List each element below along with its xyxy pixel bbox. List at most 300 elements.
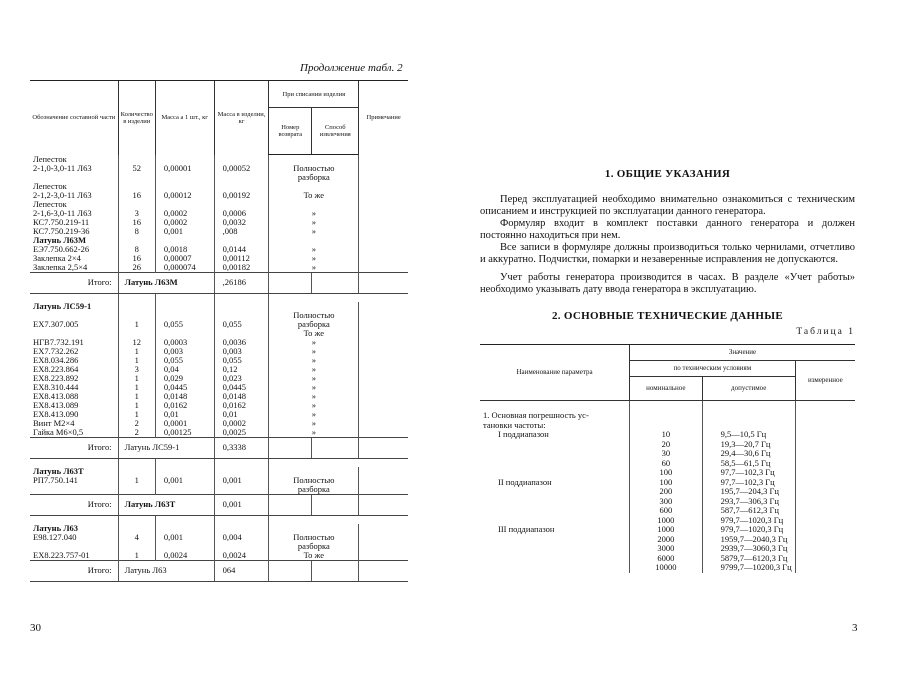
note [359, 383, 408, 392]
allowed-value: 58,5—61,5 Гц [702, 459, 795, 469]
part-name: Лепесток [33, 153, 67, 164]
note [359, 533, 408, 542]
nominal-value: 200 [630, 487, 703, 497]
part-name: Заклепка 2,5×4 [33, 261, 88, 272]
note [359, 476, 408, 485]
section2-title: 2. ОСНОВНЫЕ ТЕХНИЧЕСКИЕ ДАННЫЕ [552, 310, 783, 322]
part-mass-total [214, 173, 269, 182]
total-label: Итого: [30, 560, 118, 581]
part-mass-one: 0,003 [155, 347, 214, 356]
total-material: Латунь Л63М [118, 272, 214, 293]
part-qty: 3 [118, 209, 155, 218]
note [359, 245, 408, 254]
empty-cell [269, 272, 312, 293]
paragraph: Все записи в формуляре должны производиться только чернилами, отчетливо и аккуратно. Подчистки, помарки и незаверенные исправления не допускаются. [480, 242, 855, 265]
table-row [30, 356, 408, 365]
part-name: Заклепка 2×4 [33, 252, 81, 263]
part-name: Лепесток [33, 198, 67, 209]
col-value-header: Значение [630, 345, 855, 361]
table-row [30, 515, 408, 524]
part-name [30, 485, 118, 495]
table-row [30, 173, 408, 182]
table-row [30, 551, 408, 561]
part-mass-one: 0,00125 [155, 428, 214, 438]
part-name: ЕХ7.732.262 [33, 345, 79, 356]
table-row [30, 347, 408, 356]
part-qty: 52 [118, 164, 155, 173]
measured-value [795, 401, 855, 421]
table-row [30, 191, 408, 200]
part-qty: 1 [118, 410, 155, 419]
extraction-method: » [269, 338, 359, 347]
param-name [480, 563, 630, 573]
nominal-value [630, 401, 703, 421]
part-mass-total [214, 485, 269, 495]
measured-value [795, 535, 855, 545]
measured-value [795, 421, 855, 431]
measured-value [795, 468, 855, 478]
total-row [30, 560, 408, 581]
extraction-method: разборка [269, 542, 359, 551]
note [359, 347, 408, 356]
part-mass-one: 0,000074 [155, 263, 214, 273]
empty-cell [269, 458, 312, 467]
table-row [30, 401, 408, 410]
part-mass-one [155, 485, 214, 495]
part-name: ЕХ8.223.864 [33, 363, 79, 374]
part-mass-total: 0,00192 [214, 191, 269, 200]
nominal-value: 1000 [630, 525, 703, 535]
extraction-method: То же [269, 329, 359, 338]
part-mass-one: 0,0018 [155, 245, 214, 254]
extraction-method: » [269, 245, 359, 254]
part-mass-total: 0,0002 [214, 419, 269, 428]
allowed-value: 293,7—306,3 Гц [702, 497, 795, 507]
nominal-value: 60 [630, 459, 703, 469]
part-name: Латунь ЛС59-1 [33, 300, 92, 311]
extraction-method: » [269, 347, 359, 356]
table-row [30, 383, 408, 392]
table-row [30, 467, 408, 476]
table-caption: Таблица 1 [796, 327, 855, 337]
param-name [480, 487, 630, 497]
note [359, 419, 408, 428]
part-mass-total [214, 302, 269, 311]
table-row [30, 245, 408, 254]
part-mass-total: ,008 [214, 227, 269, 236]
col-allowed-header: допустимое [702, 377, 795, 401]
param-name [480, 497, 630, 507]
part-mass-one: 0,0002 [155, 209, 214, 218]
table-row [30, 419, 408, 428]
part-mass-one: 0,00012 [155, 191, 214, 200]
note [359, 428, 408, 438]
param-name [480, 535, 630, 545]
part-mass-total: 0,00052 [214, 164, 269, 173]
part-mass-one: 0,001 [155, 476, 214, 485]
part-mass-total: 0,0445 [214, 383, 269, 392]
part-qty: 26 [118, 263, 155, 273]
total-mass: 0,3338 [214, 437, 269, 458]
empty-cell [118, 293, 155, 302]
col-qty-header: Количество в изделии [118, 81, 155, 155]
table-row [480, 563, 855, 573]
part-name: НГВ7.732.191 [33, 336, 84, 347]
empty-cell [155, 293, 214, 302]
note [359, 236, 408, 245]
part-mass-one: 0,001 [155, 227, 214, 236]
empty-cell [269, 515, 312, 524]
empty-cell [312, 458, 359, 467]
allowed-value: 2939,7—3060,3 Гц [702, 544, 795, 554]
part-qty: 1 [118, 374, 155, 383]
part-qty: 1 [118, 383, 155, 392]
table-row [30, 428, 408, 438]
col-measured-header: измеренное [795, 361, 855, 401]
part-name: 2-1,0-3,0-11 Л63 [33, 162, 92, 173]
part-qty: 1 [118, 392, 155, 401]
empty-cell [312, 293, 359, 302]
note [359, 329, 408, 338]
nominal-value: 30 [630, 449, 703, 459]
empty-cell [359, 458, 408, 467]
empty-cell [359, 560, 408, 581]
note [359, 320, 408, 329]
empty-cell [155, 458, 214, 467]
table-row [30, 227, 408, 236]
part-qty: 4 [118, 533, 155, 542]
table-row [30, 524, 408, 533]
part-qty: 1 [118, 347, 155, 356]
col-note-header: Примечание [359, 81, 408, 155]
nominal-value: 300 [630, 497, 703, 507]
page-number-left: 30 [30, 622, 41, 634]
empty-cell [312, 437, 359, 458]
part-name: 2-1,2-3,0-11 Л63 [33, 189, 92, 200]
part-mass-total: 0,0162 [214, 401, 269, 410]
table-row [30, 365, 408, 374]
section1-title: 1. ОБЩИЕ УКАЗАНИЯ [604, 168, 731, 180]
total-material: Латунь Л63 [118, 560, 214, 581]
measured-value [795, 563, 855, 573]
total-mass: 0,001 [214, 494, 269, 515]
part-qty: 1 [118, 356, 155, 365]
note [359, 542, 408, 551]
nominal-value: 6000 [630, 554, 703, 564]
note [359, 182, 408, 191]
table-row [30, 338, 408, 347]
tech-data-table [480, 344, 855, 573]
measured-value [795, 449, 855, 459]
part-name: ЕХ7.307.005 [33, 318, 79, 329]
part-mass-one: 0,01 [155, 410, 214, 419]
allowed-value: 1959,7—2040,3 Гц [702, 535, 795, 545]
part-name: Винт М2×4 [33, 417, 75, 428]
part-qty [118, 302, 155, 311]
page-number-right: 3 [852, 622, 858, 634]
note [359, 410, 408, 419]
part-qty: 2 [118, 419, 155, 428]
empty-cell [269, 560, 312, 581]
allowed-value: 97,7—102,3 Гц [702, 478, 795, 488]
extraction-method: То же [269, 191, 359, 200]
extraction-method: » [269, 356, 359, 365]
part-mass-total: 0,0036 [214, 338, 269, 347]
part-mass-total: 0,00112 [214, 254, 269, 263]
col-spec-header: по техническим условиям [630, 361, 796, 377]
param-name [480, 544, 630, 554]
empty-cell [269, 293, 312, 302]
allowed-value: 979,7—1020,3 Гц [702, 516, 795, 526]
note [359, 401, 408, 410]
parts-table [30, 80, 408, 582]
extraction-method: » [269, 218, 359, 227]
part-mass-one: 0,0148 [155, 392, 214, 401]
measured-value [795, 497, 855, 507]
note [359, 338, 408, 347]
extraction-method: разборка [269, 320, 359, 329]
paragraph: Формуляр входит в комплект поставки данного генератора и должен постоянно находиться при нем. [480, 218, 855, 241]
empty-cell [359, 272, 408, 293]
extraction-method: » [269, 401, 359, 410]
param-name [480, 506, 630, 516]
nominal-value: 10000 [630, 563, 703, 573]
total-row [30, 437, 408, 458]
total-mass: 064 [214, 560, 269, 581]
parts-table-body [30, 155, 408, 582]
param-name [480, 554, 630, 564]
extraction-method: Полностью [269, 311, 359, 320]
part-mass-total: 0,004 [214, 533, 269, 542]
tech-data-body [480, 401, 855, 573]
part-name: Латунь Л63 [33, 522, 79, 533]
empty-cell [269, 494, 312, 515]
part-mass-one: 0,00001 [155, 164, 214, 173]
part-mass-total: 0,023 [214, 374, 269, 383]
param-name: 1. Основная погрешность ус- [483, 410, 589, 420]
allowed-value: 19,3—20,7 Гц [702, 440, 795, 450]
part-mass-one: 0,055 [155, 320, 214, 329]
extraction-method: » [269, 410, 359, 419]
part-mass-total: 0,001 [214, 476, 269, 485]
extraction-method: » [269, 227, 359, 236]
part-qty: 1 [118, 320, 155, 329]
part-name: ЕХ8.310.444 [33, 381, 79, 392]
part-qty: 16 [118, 191, 155, 200]
part-name: РП7.750.141 [33, 474, 78, 485]
part-mass-one: 0,04 [155, 365, 214, 374]
table-row [30, 476, 408, 485]
part-mass-total: 0,12 [214, 365, 269, 374]
empty-cell [269, 437, 312, 458]
extraction-method: » [269, 254, 359, 263]
col-name-header: Обозначение составной части [30, 81, 118, 155]
right-page [480, 160, 855, 573]
extraction-method: » [269, 365, 359, 374]
note [359, 392, 408, 401]
note [359, 365, 408, 374]
table-row [30, 485, 408, 495]
note [359, 311, 408, 320]
measured-value [795, 516, 855, 526]
part-mass-total: 0,0006 [214, 209, 269, 218]
empty-cell [214, 458, 269, 467]
part-name: ЕХ8.413.088 [33, 390, 79, 401]
part-mass-total: 0,0032 [214, 218, 269, 227]
part-mass-total: 0,00182 [214, 263, 269, 273]
part-qty: 8 [118, 227, 155, 236]
part-mass-total: 0,003 [214, 347, 269, 356]
continuation-label: Продолжение табл. 2 [300, 62, 403, 74]
total-label: Итого: [30, 494, 118, 515]
table-row [30, 410, 408, 419]
extraction-method: Полностью [269, 533, 359, 542]
part-name: КС7.750.219-11 [33, 216, 90, 227]
extraction-method: » [269, 209, 359, 218]
note [359, 209, 408, 218]
allowed-value: 5879,7—6120,3 Гц [702, 554, 795, 564]
col-method-header: Способ извлечения [312, 108, 359, 155]
col-mass-total-header: Масса в изделии, кг [214, 81, 269, 155]
col-write-off-header: При списании изделия [269, 81, 359, 108]
part-qty: 3 [118, 365, 155, 374]
empty-cell [214, 293, 269, 302]
part-name: Гайка М6×0,5 [33, 426, 84, 437]
param-name [480, 459, 630, 469]
empty-cell [312, 272, 359, 293]
part-name: КС7.750.219-36 [33, 225, 90, 236]
allowed-value: 587,7—612,3 Гц [702, 506, 795, 516]
empty-cell [359, 437, 408, 458]
note [359, 374, 408, 383]
table-row [30, 329, 408, 338]
note [359, 191, 408, 200]
note [359, 263, 408, 273]
part-mass-one [155, 173, 214, 182]
extraction-method: » [269, 374, 359, 383]
part-name: ЕХ8.034.286 [33, 354, 79, 365]
col-mass-one-header: Масса а 1 шт., кг [155, 81, 214, 155]
part-mass-total: 0,0144 [214, 245, 269, 254]
part-mass-one: 0,029 [155, 374, 214, 383]
param-name: тановки частоты: [483, 419, 546, 430]
table-row [30, 458, 408, 467]
part-qty: 1 [118, 401, 155, 410]
table-row [30, 533, 408, 542]
measured-value [795, 506, 855, 516]
table-row [30, 164, 408, 173]
part-mass-one: 0,0445 [155, 383, 214, 392]
col-param-header: Наименование параметра [480, 345, 630, 401]
measured-value [795, 430, 855, 440]
extraction-method: разборка [269, 173, 359, 182]
measured-value [795, 459, 855, 469]
note [359, 485, 408, 495]
part-name: ЕЭ7.750.662-26 [33, 243, 90, 254]
measured-value [795, 544, 855, 554]
measured-value [795, 440, 855, 450]
note [359, 200, 408, 209]
allowed-value: 9,5—10,5 Гц [702, 430, 795, 440]
table-row [30, 320, 408, 329]
paragraph: Учет работы генератора производится в часах. В разделе «Учет работы» необходимо указывать дату ввода генератора в эксплуатацию. [480, 272, 855, 295]
col-nominal-header: номинальное [630, 377, 703, 401]
part-name: ЕХ8.223.892 [33, 372, 79, 383]
empty-cell [312, 494, 359, 515]
part-mass-one: 0,0002 [155, 218, 214, 227]
part-mass-total: 0,055 [214, 356, 269, 365]
part-mass-total: 0,0024 [214, 551, 269, 561]
allowed-value: 29,4—30,6 Гц [702, 449, 795, 459]
note [359, 302, 408, 311]
extraction-method: » [269, 428, 359, 438]
part-qty: 8 [118, 245, 155, 254]
nominal-value: 100 [630, 468, 703, 478]
param-name: III поддиапазон [498, 524, 555, 534]
part-name: Латунь Л63Т [33, 465, 84, 476]
part-name: Е98.127.040 [33, 531, 77, 542]
table-row [30, 374, 408, 383]
part-qty: 12 [118, 338, 155, 347]
nominal-value: 100 [630, 478, 703, 488]
param-name [480, 449, 630, 459]
total-material: Латунь Л63Т [118, 494, 214, 515]
part-name: ЕХ8.413.089 [33, 399, 79, 410]
measured-value [795, 487, 855, 497]
part-mass-one: 0,001 [155, 533, 214, 542]
total-label: Итого: [30, 272, 118, 293]
param-name: II поддиапазон [498, 476, 552, 487]
part-name: Латунь Л63М [33, 234, 87, 245]
table-row [30, 392, 408, 401]
measured-value [795, 554, 855, 564]
note [359, 218, 408, 227]
extraction-method: разборка [269, 485, 359, 495]
part-mass-one [155, 302, 214, 311]
extraction-method: » [269, 383, 359, 392]
part-mass-one: 0,0024 [155, 551, 214, 561]
extraction-method: » [269, 263, 359, 273]
empty-cell [155, 515, 214, 524]
table-row [480, 401, 855, 421]
empty-cell [359, 515, 408, 524]
empty-cell [312, 560, 359, 581]
note [359, 356, 408, 365]
table-row [30, 302, 408, 311]
empty-cell [359, 293, 408, 302]
param-name: I поддиапазон [498, 429, 549, 439]
param-name [480, 440, 630, 450]
table-row [30, 263, 408, 273]
part-qty: 1 [118, 551, 155, 561]
paragraph: Перед эксплуатацией необходимо внимательно ознакомиться с техническим описанием и инструкцией по эксплуатации данного генератора. [480, 194, 855, 217]
part-qty [118, 173, 155, 182]
total-row [30, 272, 408, 293]
allowed-value: 97,7—102,3 Гц [702, 468, 795, 478]
note [359, 467, 408, 476]
nominal-value: 1000 [630, 516, 703, 526]
col-return-header: Номер возврата [269, 108, 312, 155]
part-name: ЕХ8.223.757-01 [33, 549, 90, 560]
nominal-value: 600 [630, 506, 703, 516]
part-mass-total: 0,01 [214, 410, 269, 419]
measured-value [795, 478, 855, 488]
note [359, 524, 408, 533]
empty-cell [359, 494, 408, 515]
part-name: 2-1,6-3,0-11 Л63 [33, 207, 92, 218]
part-qty: 2 [118, 428, 155, 438]
part-mass-one: 0,0003 [155, 338, 214, 347]
